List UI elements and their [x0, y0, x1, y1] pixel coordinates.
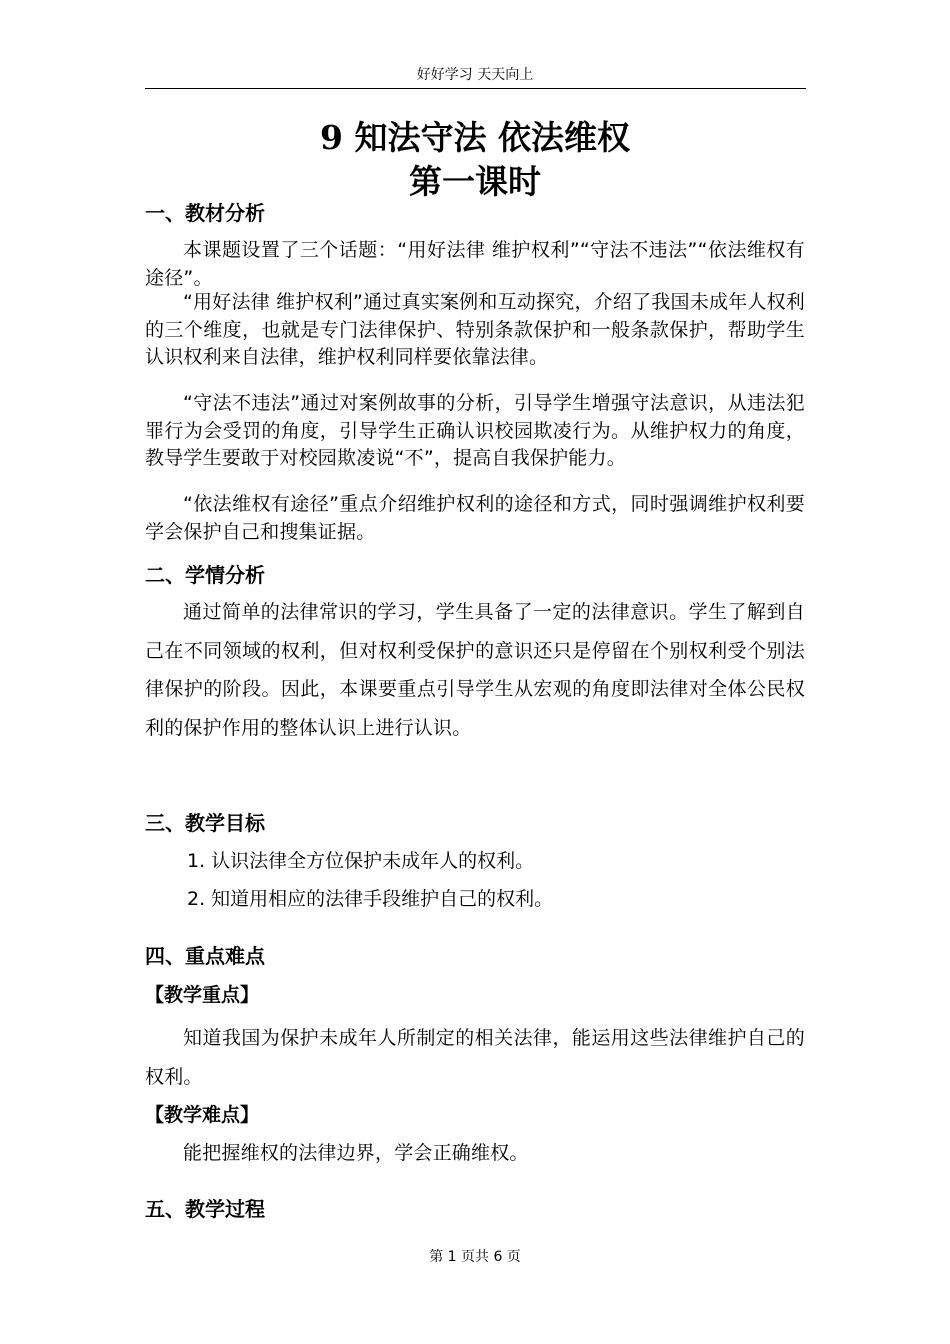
paragraph-teaching-focus: 知道我国为保护未成年人所制定的相关法律，能运用这些法律维护自己的权利。 — [145, 1027, 805, 1088]
label-teaching-focus: 【教学重点】 — [145, 984, 260, 1006]
section-heading-teaching-process: 五、教学过程 — [145, 1197, 265, 1221]
header-divider — [145, 88, 806, 89]
paragraph-teaching-difficulty: 能把握维权的法律边界，学会正确维权。 — [183, 1142, 529, 1164]
paragraph-topic-remedies: “依法维权有途径”重点介绍维护权利的途径和方式，同时强调维护权利要学会保护自己和搜集证据。 — [145, 493, 805, 543]
paragraph-student-analysis: 通过简单的法律常识的学习，学生具备了一定的法律意识。学生了解到自己在不同领域的权利，但对权利受保护的意识还只是停留在个别权利受个别法律保护的阶段。因此，本课要重点引导学生从宏观的角度即法律对全体公民权利的保护作用的整体认识上进行认识。 — [145, 601, 805, 739]
document-subtitle: 第一课时 — [409, 162, 541, 201]
document-title: 9 知法守法 依法维权 — [320, 118, 630, 157]
section-heading-student-analysis: 二、学情分析 — [145, 563, 265, 587]
goal-item-1: 1. 认识法律全方位保护未成年人的权利。 — [187, 850, 535, 872]
page-footer: 第 1 页共 6 页 — [429, 1249, 521, 1265]
paragraph-topic-rights: “用好法律 维护权利”通过真实案例和互动探究，介绍了我国未成年人权利的三个维度，也就是专门法律保护、特别条款保护和一般条款保护，帮助学生认识权利来自法律，维护权利同样要依靠法律。 — [145, 291, 805, 368]
goal-item-2: 2. 知道用相应的法律手段维护自己的权利。 — [187, 888, 554, 910]
section-heading-key-points: 四、重点难点 — [145, 944, 265, 968]
paragraph-topic-law-abiding: “守法不违法”通过对案例故事的分析，引导学生增强守法意识，从违法犯罪行为会受罚的角度，引导学生正确认识校园欺凌行为。从维护权力的角度，教导学生要敢于对校园欺凌说“不”，提高自我保护能力。 — [145, 392, 805, 469]
page-header: 好好学习 天天向上 — [416, 67, 534, 83]
section-heading-teaching-goals: 三、教学目标 — [145, 811, 265, 835]
label-teaching-difficulty: 【教学难点】 — [145, 1104, 260, 1126]
section-heading-textbook-analysis: 一、教材分析 — [145, 201, 265, 225]
paragraph-topics: 本课题设置了三个话题：“用好法律 维护权利”“守法不违法”“依法维权有途径”。 — [145, 239, 805, 289]
